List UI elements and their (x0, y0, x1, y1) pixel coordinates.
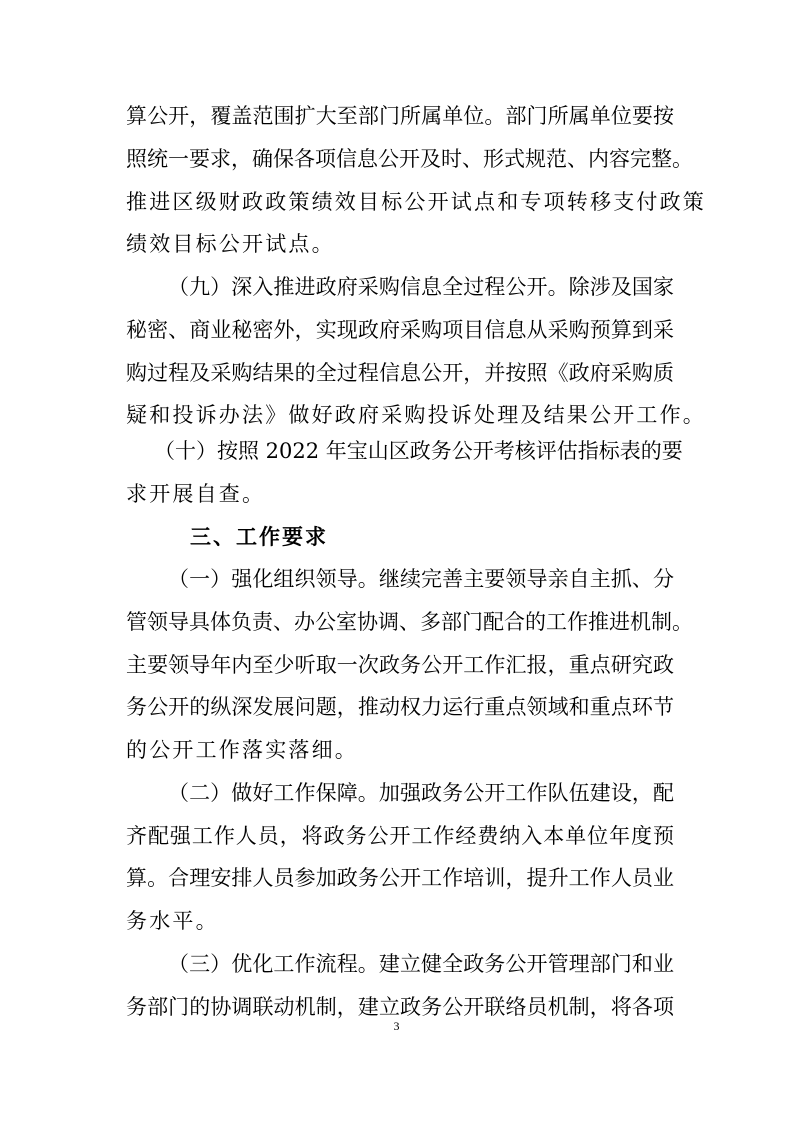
body-line: 算公开，覆盖范围扩大至部门所属单位。部门所属单位要按 (126, 104, 674, 128)
body-line: （十）按照 2022 年宝山区政务公开考核评估指标表的要 (154, 439, 683, 463)
body-line: 绩效目标公开试点。 (126, 232, 335, 256)
body-line: 疑和投诉办法》做好政府采购投诉处理及结果公开工作。 (126, 403, 706, 427)
section-heading: 三、工作要求 (190, 525, 328, 549)
body-line: 求开展自查。 (126, 482, 266, 506)
body-line: （九）深入推进政府采购信息全过程公开。除涉及国家 (168, 275, 674, 299)
page-number: 3 (393, 1019, 400, 1033)
body-line: 齐配强工作人员，将政务公开工作经费纳入本单位年度预 (126, 824, 674, 848)
body-line: 务部门的协调联动机制，建立政务公开联络员机制，将各项 (126, 995, 674, 1019)
body-line: 推进区级财政政策绩效目标公开试点和专项转移支付政策 (126, 190, 706, 214)
body-line: （三）优化工作流程。建立健全政务公开管理部门和业 (168, 952, 674, 976)
body-line: 的公开工作落实落细。 (126, 738, 358, 762)
body-line: 务水平。 (126, 909, 219, 933)
body-line: （二）做好工作保障。加强政务公开工作队伍建设，配 (168, 781, 674, 805)
body-line: 购过程及采购结果的全过程信息公开，并按照《政府采购质 (126, 361, 674, 385)
body-line: 算。合理安排人员参加政务公开工作培训，提升工作人员业 (126, 866, 674, 890)
body-line: 主要领导年内至少听取一次政务公开工作汇报，重点研究政 (126, 653, 674, 677)
body-line: （一）强化组织领导。继续完善主要领导亲自主抓、分 (168, 567, 674, 591)
body-line: 务公开的纵深发展问题，推动权力运行重点领域和重点环节 (126, 695, 674, 719)
body-line: 管领导具体负责、办公室协调、多部门配合的工作推进机制。 (126, 610, 693, 634)
body-line: 秘密、商业秘密外，实现政府采购项目信息从采购预算到采 (126, 318, 674, 342)
body-line: 照统一要求，确保各项信息公开及时、形式规范、内容完整。 (126, 147, 693, 171)
